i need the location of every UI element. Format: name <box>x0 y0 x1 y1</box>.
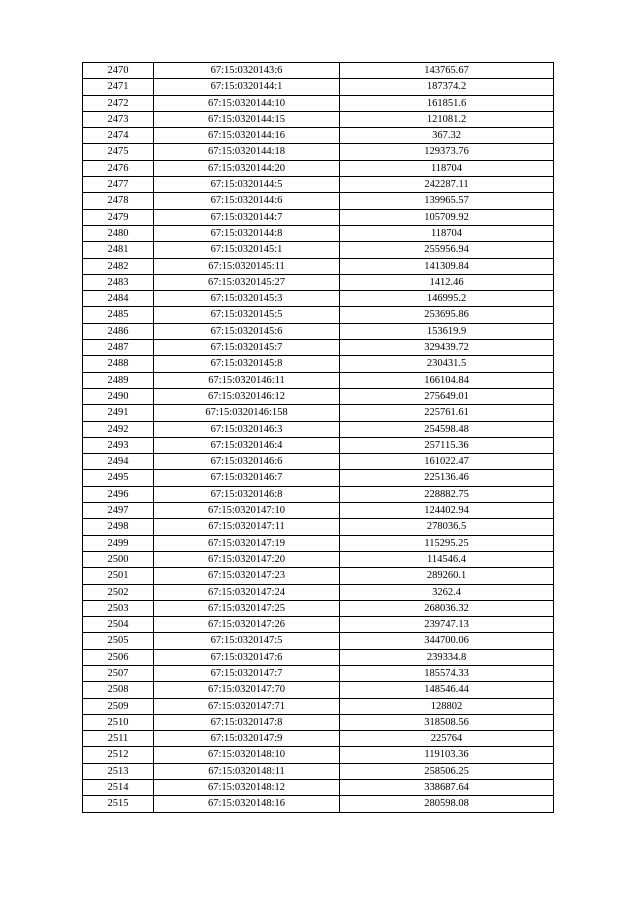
row-number-cell: 2496 <box>83 486 154 502</box>
value-cell: 338687.64 <box>340 780 554 796</box>
value-cell: 230431.5 <box>340 356 554 372</box>
row-number-cell: 2477 <box>83 177 154 193</box>
row-number-cell: 2501 <box>83 568 154 584</box>
row-number-cell: 2515 <box>83 796 154 812</box>
row-number-cell: 2473 <box>83 111 154 127</box>
cadastral-number-cell: 67:15:0320145:1 <box>154 242 340 258</box>
row-number-cell: 2484 <box>83 291 154 307</box>
cadastral-number-cell: 67:15:0320147:7 <box>154 665 340 681</box>
row-number-cell: 2485 <box>83 307 154 323</box>
table-row <box>83 714 554 730</box>
table-row <box>83 193 554 209</box>
value-cell: 225761.61 <box>340 405 554 421</box>
table-row <box>83 144 554 160</box>
row-number-cell: 2487 <box>83 340 154 356</box>
cadastral-number-cell: 67:15:0320144:7 <box>154 209 340 225</box>
row-number-cell: 2513 <box>83 763 154 779</box>
value-cell: 344700.06 <box>340 633 554 649</box>
table-row <box>83 763 554 779</box>
cadastral-number-cell: 67:15:0320147:70 <box>154 682 340 698</box>
table-row <box>83 633 554 649</box>
cadastral-number-cell: 67:15:0320146:3 <box>154 421 340 437</box>
table-row <box>83 454 554 470</box>
table-row <box>83 340 554 356</box>
row-number-cell: 2494 <box>83 454 154 470</box>
cadastral-number-cell: 67:15:0320146:11 <box>154 372 340 388</box>
cadastral-number-cell: 67:15:0320147:8 <box>154 714 340 730</box>
cadastral-number-cell: 67:15:0320146:12 <box>154 388 340 404</box>
cadastral-number-cell: 67:15:0320147:24 <box>154 584 340 600</box>
cadastral-number-cell: 67:15:0320144:10 <box>154 95 340 111</box>
value-cell: 228882.75 <box>340 486 554 502</box>
value-cell: 3262.4 <box>340 584 554 600</box>
value-cell: 257115.36 <box>340 437 554 453</box>
table-row <box>83 747 554 763</box>
value-cell: 239747.13 <box>340 617 554 633</box>
cadastral-number-cell: 67:15:0320147:71 <box>154 698 340 714</box>
cadastral-number-cell: 67:15:0320144:15 <box>154 111 340 127</box>
table-row <box>83 160 554 176</box>
row-number-cell: 2506 <box>83 649 154 665</box>
table-row <box>83 242 554 258</box>
table-body <box>83 63 554 813</box>
table-row <box>83 519 554 535</box>
row-number-cell: 2504 <box>83 617 154 633</box>
table-row <box>83 649 554 665</box>
row-number-cell: 2483 <box>83 274 154 290</box>
cadastral-number-cell: 67:15:0320148:11 <box>154 763 340 779</box>
table-row <box>83 584 554 600</box>
value-cell: 124402.94 <box>340 503 554 519</box>
row-number-cell: 2471 <box>83 79 154 95</box>
value-cell: 166104.84 <box>340 372 554 388</box>
table-row <box>83 535 554 551</box>
cadastral-number-cell: 67:15:0320144:1 <box>154 79 340 95</box>
table-row <box>83 388 554 404</box>
value-cell: 143765.67 <box>340 63 554 79</box>
cadastral-number-cell: 67:15:0320147:9 <box>154 731 340 747</box>
value-cell: 118704 <box>340 225 554 241</box>
table-row <box>83 698 554 714</box>
value-cell: 115295.25 <box>340 535 554 551</box>
value-cell: 121081.2 <box>340 111 554 127</box>
value-cell: 278036.5 <box>340 519 554 535</box>
table-row <box>83 682 554 698</box>
value-cell: 118704 <box>340 160 554 176</box>
table-row <box>83 437 554 453</box>
cadastral-number-cell: 67:15:0320144:20 <box>154 160 340 176</box>
cadastral-number-cell: 67:15:0320145:3 <box>154 291 340 307</box>
row-number-cell: 2495 <box>83 470 154 486</box>
table-row <box>83 372 554 388</box>
table-row <box>83 225 554 241</box>
row-number-cell: 2497 <box>83 503 154 519</box>
table-row <box>83 63 554 79</box>
value-cell: 329439.72 <box>340 340 554 356</box>
cadastral-number-cell: 67:15:0320145:8 <box>154 356 340 372</box>
cadastral-number-cell: 67:15:0320146:6 <box>154 454 340 470</box>
row-number-cell: 2486 <box>83 323 154 339</box>
table-row <box>83 617 554 633</box>
cadastral-number-cell: 67:15:0320147:5 <box>154 633 340 649</box>
value-cell: 153619.9 <box>340 323 554 339</box>
row-number-cell: 2509 <box>83 698 154 714</box>
row-number-cell: 2480 <box>83 225 154 241</box>
cadastral-number-cell: 67:15:0320147:10 <box>154 503 340 519</box>
row-number-cell: 2489 <box>83 372 154 388</box>
cadastral-number-cell: 67:15:0320148:10 <box>154 747 340 763</box>
table-row <box>83 274 554 290</box>
table-row <box>83 780 554 796</box>
table-row <box>83 551 554 567</box>
value-cell: 161851.6 <box>340 95 554 111</box>
cadastral-number-cell: 67:15:0320144:8 <box>154 225 340 241</box>
table-row <box>83 258 554 274</box>
value-cell: 139965.57 <box>340 193 554 209</box>
cadastral-number-cell: 67:15:0320147:23 <box>154 568 340 584</box>
row-number-cell: 2476 <box>83 160 154 176</box>
value-cell: 1412.46 <box>340 274 554 290</box>
table-row <box>83 421 554 437</box>
value-cell: 268036.32 <box>340 600 554 616</box>
row-number-cell: 2491 <box>83 405 154 421</box>
value-cell: 280598.08 <box>340 796 554 812</box>
cadastral-number-cell: 67:15:0320146:4 <box>154 437 340 453</box>
value-cell: 275649.01 <box>340 388 554 404</box>
value-cell: 161022.47 <box>340 454 554 470</box>
row-number-cell: 2511 <box>83 731 154 747</box>
value-cell: 225136.46 <box>340 470 554 486</box>
value-cell: 254598.48 <box>340 421 554 437</box>
cadastral-number-cell: 67:15:0320148:12 <box>154 780 340 796</box>
value-cell: 239334.8 <box>340 649 554 665</box>
cadastral-number-cell: 67:15:0320147:20 <box>154 551 340 567</box>
row-number-cell: 2507 <box>83 665 154 681</box>
table-row <box>83 209 554 225</box>
row-number-cell: 2499 <box>83 535 154 551</box>
cadastral-number-cell: 67:15:0320145:5 <box>154 307 340 323</box>
table-row <box>83 405 554 421</box>
table-row <box>83 731 554 747</box>
table-row <box>83 503 554 519</box>
cadastral-number-cell: 67:15:0320146:7 <box>154 470 340 486</box>
value-cell: 225764 <box>340 731 554 747</box>
value-cell: 185574.33 <box>340 665 554 681</box>
value-cell: 146995.2 <box>340 291 554 307</box>
table-row <box>83 111 554 127</box>
row-number-cell: 2492 <box>83 421 154 437</box>
cadastral-value-table <box>82 62 554 813</box>
cadastral-number-cell: 67:15:0320147:26 <box>154 617 340 633</box>
value-cell: 187374.2 <box>340 79 554 95</box>
row-number-cell: 2490 <box>83 388 154 404</box>
table-row <box>83 665 554 681</box>
table-row <box>83 486 554 502</box>
row-number-cell: 2488 <box>83 356 154 372</box>
table-row <box>83 128 554 144</box>
value-cell: 114546.4 <box>340 551 554 567</box>
cadastral-number-cell: 67:15:0320145:7 <box>154 340 340 356</box>
row-number-cell: 2481 <box>83 242 154 258</box>
row-number-cell: 2475 <box>83 144 154 160</box>
value-cell: 128802 <box>340 698 554 714</box>
cadastral-number-cell: 67:15:0320147:19 <box>154 535 340 551</box>
table-row <box>83 568 554 584</box>
row-number-cell: 2514 <box>83 780 154 796</box>
row-number-cell: 2493 <box>83 437 154 453</box>
table-row <box>83 796 554 812</box>
table-row <box>83 291 554 307</box>
cadastral-number-cell: 67:15:0320144:18 <box>154 144 340 160</box>
row-number-cell: 2512 <box>83 747 154 763</box>
table-row <box>83 79 554 95</box>
cadastral-number-cell: 67:15:0320144:16 <box>154 128 340 144</box>
row-number-cell: 2508 <box>83 682 154 698</box>
cadastral-number-cell: 67:15:0320144:6 <box>154 193 340 209</box>
cadastral-number-cell: 67:15:0320145:11 <box>154 258 340 274</box>
value-cell: 318508.56 <box>340 714 554 730</box>
table-row <box>83 323 554 339</box>
table-row <box>83 356 554 372</box>
row-number-cell: 2470 <box>83 63 154 79</box>
row-number-cell: 2474 <box>83 128 154 144</box>
row-number-cell: 2505 <box>83 633 154 649</box>
cadastral-number-cell: 67:15:0320145:6 <box>154 323 340 339</box>
row-number-cell: 2482 <box>83 258 154 274</box>
value-cell: 258506.25 <box>340 763 554 779</box>
row-number-cell: 2478 <box>83 193 154 209</box>
cadastral-number-cell: 67:15:0320146:158 <box>154 405 340 421</box>
value-cell: 367.32 <box>340 128 554 144</box>
row-number-cell: 2498 <box>83 519 154 535</box>
value-cell: 119103.36 <box>340 747 554 763</box>
value-cell: 253695.86 <box>340 307 554 323</box>
cadastral-number-cell: 67:15:0320147:25 <box>154 600 340 616</box>
row-number-cell: 2479 <box>83 209 154 225</box>
row-number-cell: 2502 <box>83 584 154 600</box>
value-cell: 105709.92 <box>340 209 554 225</box>
value-cell: 141309.84 <box>340 258 554 274</box>
cadastral-number-cell: 67:15:0320143:6 <box>154 63 340 79</box>
table-row <box>83 600 554 616</box>
cadastral-number-cell: 67:15:0320146:8 <box>154 486 340 502</box>
row-number-cell: 2500 <box>83 551 154 567</box>
row-number-cell: 2510 <box>83 714 154 730</box>
cadastral-number-cell: 67:15:0320144:5 <box>154 177 340 193</box>
table-row <box>83 307 554 323</box>
cadastral-number-cell: 67:15:0320145:27 <box>154 274 340 290</box>
value-cell: 242287.11 <box>340 177 554 193</box>
cadastral-number-cell: 67:15:0320147:11 <box>154 519 340 535</box>
row-number-cell: 2472 <box>83 95 154 111</box>
table-row <box>83 177 554 193</box>
table-row <box>83 470 554 486</box>
row-number-cell: 2503 <box>83 600 154 616</box>
value-cell: 129373.76 <box>340 144 554 160</box>
value-cell: 148546.44 <box>340 682 554 698</box>
table-row <box>83 95 554 111</box>
value-cell: 289260.1 <box>340 568 554 584</box>
cadastral-number-cell: 67:15:0320147:6 <box>154 649 340 665</box>
cadastral-number-cell: 67:15:0320148:16 <box>154 796 340 812</box>
value-cell: 255956.94 <box>340 242 554 258</box>
